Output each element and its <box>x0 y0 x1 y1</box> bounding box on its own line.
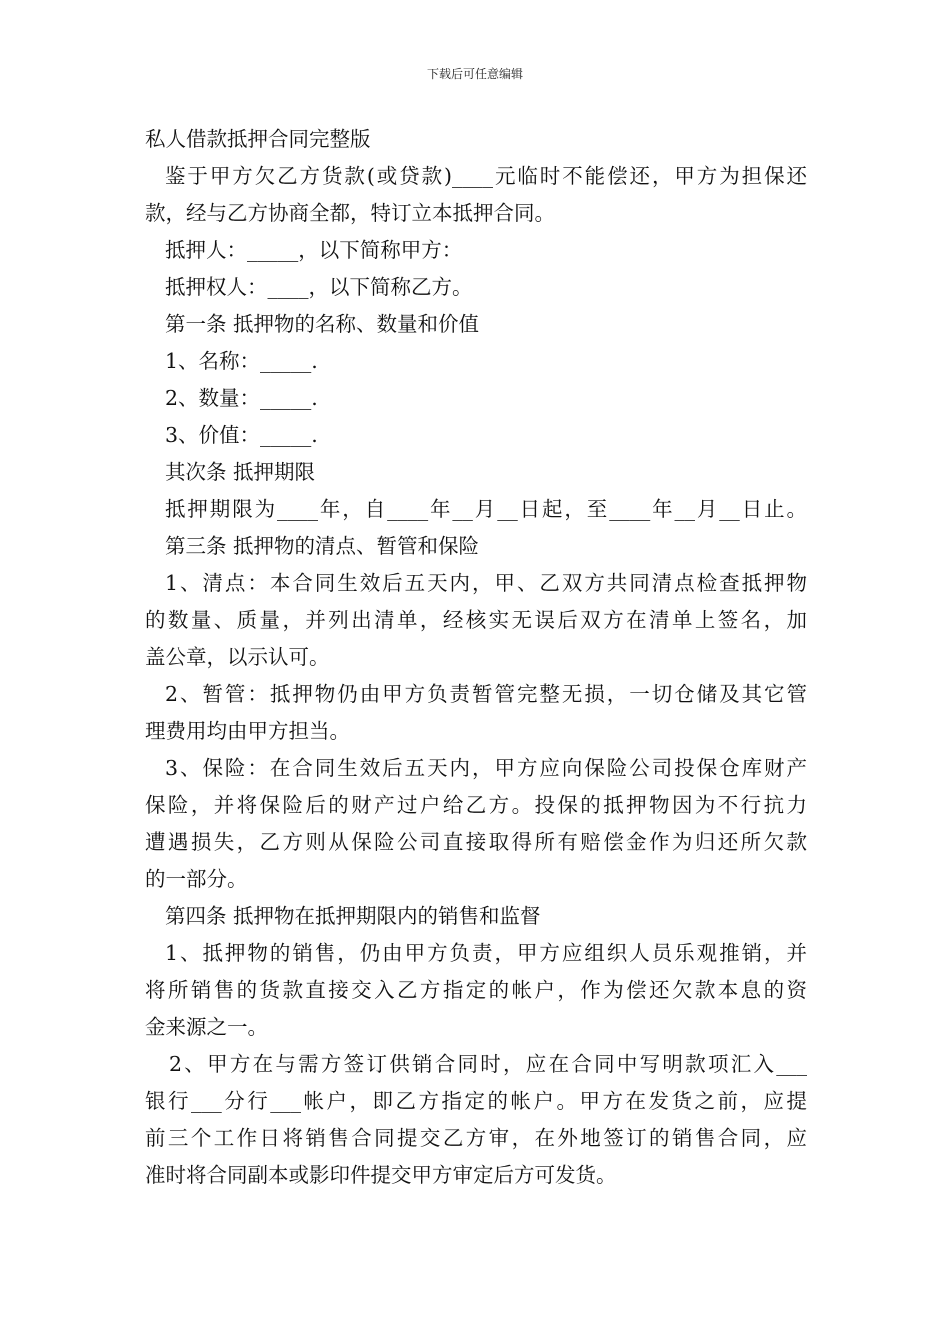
text-line: 的一部分。 <box>145 867 248 891</box>
text-line: 2、数量：_____. <box>165 386 318 410</box>
document-paragraphs <box>145 158 807 1194</box>
text-line: 准时将合同副本或影印件提交甲方审定后方可发货。 <box>145 1163 617 1187</box>
text-line: 前三个工作日将销售合同提交乙方审，在外地签订的销售合同，应 <box>145 1126 807 1150</box>
document-title: 私人借款抵押合同完整版 <box>145 127 371 151</box>
text-line: 金来源之一。 <box>145 1015 268 1039</box>
document-body <box>145 121 807 1194</box>
text-line: 银行___分行___帐户，即乙方指定的帐户。甲方在发货之前，应提 <box>145 1089 807 1113</box>
text-line: 第一条 抵押物的名称、数量和价值 <box>165 312 480 336</box>
text-line: 1、抵押物的销售，仍由甲方负责，甲方应组织人员乐观推销，并 <box>165 941 807 965</box>
text-line: 其次条 抵押期限 <box>165 460 316 484</box>
text-line: 盖公章，以示认可。 <box>145 645 330 669</box>
text-line: 抵押人：_____，以下简称甲方： <box>165 238 463 262</box>
text-line: 3、保险：在合同生效后五天内，甲方应向保险公司投保仓库财产 <box>165 756 807 780</box>
page-header: 下载后可任意编辑 <box>426 67 523 81</box>
text-line: 保险，并将保险后的财产过户给乙方。投保的抵押物因为不行抗力 <box>145 793 807 817</box>
text-line: 抵押权人：____，以下简称乙方。 <box>165 275 473 299</box>
text-line: 2、甲方在与需方签订供销合同时，应在合同中写明款项汇入___ <box>169 1052 807 1076</box>
text-line: 1、清点：本合同生效后五天内，甲、乙双方共同清点检查抵押物 <box>165 571 807 595</box>
text-line: 第四条 抵押物在抵押期限内的销售和监督 <box>165 904 541 928</box>
text-line: 2、暂管：抵押物仍由甲方负责暂管完整无损，一切仓储及其它管 <box>165 682 807 706</box>
text-line: 款，经与乙方协商全都，特订立本抵押合同。 <box>145 201 555 225</box>
text-line: 第三条 抵押物的清点、暂管和保险 <box>165 534 480 558</box>
text-line: 的数量、质量，并列出清单，经核实无误后双方在清单上签名，加 <box>145 608 807 632</box>
text-line: 理费用均由甲方担当。 <box>145 719 350 743</box>
text-line: 抵押期限为____年，自____年__月__日起，至____年__月__日止。 <box>165 497 807 521</box>
text-line: 3、价值：_____. <box>165 423 318 447</box>
text-line: 鉴于甲方欠乙方货款(或贷款)____元临时不能偿还，甲方为担保还 <box>165 164 807 188</box>
text-line: 遭遇损失，乙方则从保险公司直接取得所有赔偿金作为归还所欠款 <box>145 830 807 854</box>
text-line: 将所销售的货款直接交入乙方指定的帐户，作为偿还欠款本息的资 <box>145 978 807 1002</box>
text-line: 1、名称：_____. <box>165 349 318 373</box>
